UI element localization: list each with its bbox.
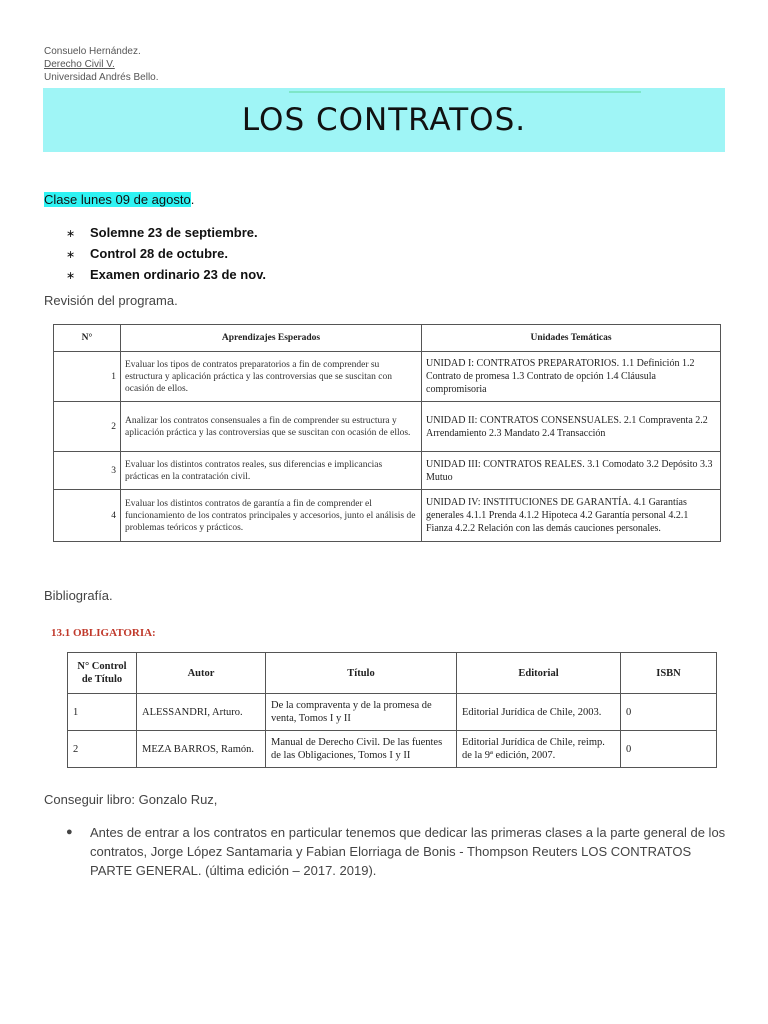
column-header: Editorial bbox=[457, 653, 621, 694]
aprendizaje-cell: Evaluar los distintos contratos de garantía a fin de comprender el funcionamiento de los contratos principales y accesorios, junto el análisis de problemas teóricos y prácticos. bbox=[121, 490, 422, 542]
bibliography-table bbox=[67, 652, 717, 768]
list-item bbox=[66, 264, 266, 285]
column-header: Título bbox=[266, 653, 457, 694]
table-header-row bbox=[54, 325, 721, 352]
aprendizaje-cell: Evaluar los distintos contratos reales, sus diferencias e implicancias prácticas en la contratación civil. bbox=[121, 452, 422, 490]
title-banner bbox=[43, 88, 725, 152]
author-name: Consuelo Hernández. bbox=[44, 46, 141, 57]
editorial-cell: Editorial Jurídica de Chile, 2003. bbox=[457, 694, 621, 731]
list-item bbox=[66, 243, 266, 264]
titulo-cell: De la compraventa y de la promesa de venta, Tomos I y II bbox=[266, 694, 457, 731]
bibliography-section-label: Bibliografía. bbox=[44, 588, 113, 603]
unidad-cell: UNIDAD III: CONTRATOS REALES. 3.1 Comodato 3.2 Depósito 3.3 Mutuo bbox=[422, 452, 721, 490]
program-section-label: Revisión del programa. bbox=[44, 293, 178, 308]
university-name: Universidad Andrés Bello. bbox=[44, 72, 159, 83]
titulo-cell: Manual de Derecho Civil. De las fuentes de las Obligaciones, Tomos I y II bbox=[266, 731, 457, 768]
control-number-cell: 1 bbox=[68, 694, 137, 731]
row-number: 4 bbox=[54, 490, 121, 542]
column-header: N° bbox=[54, 325, 121, 352]
page-title: LOS CONTRATOS. bbox=[241, 102, 527, 138]
aprendizaje-cell: Analizar los contratos consensuales a fin de comprender su estructura y aplicación práctica y las controversias que se suscitan con ocasión de ellos. bbox=[121, 402, 422, 452]
class-date-highlight: Clase lunes 09 de agosto bbox=[44, 192, 191, 207]
list-item bbox=[66, 222, 266, 243]
asterisk-bullet-icon: ∗ bbox=[66, 228, 76, 240]
exam-text: Solemne 23 de septiembre. bbox=[90, 225, 258, 240]
column-header: Aprendizajes Esperados bbox=[121, 325, 422, 352]
unidad-cell: UNIDAD II: CONTRATOS CONSENSUALES. 2.1 Compraventa 2.2 Arrendamiento 2.3 Mandato 2.4 Transacción bbox=[422, 402, 721, 452]
column-header: Unidades Temáticas bbox=[422, 325, 721, 352]
unidad-cell: UNIDAD IV: INSTITUCIONES DE GARANTÍA. 4.1 Garantías generales 4.1.1 Prenda 4.1.2 Hipoteca 4.2 Garantía personal 4.2.1 Fianza 4.2.2 Relación con las demás cauciones personales. bbox=[422, 490, 721, 542]
table-row bbox=[54, 352, 721, 402]
title-decoration-line bbox=[289, 91, 641, 93]
asterisk-bullet-icon: ∗ bbox=[66, 249, 76, 261]
exam-text: Examen ordinario 23 de nov. bbox=[90, 267, 267, 282]
class-date bbox=[44, 192, 194, 207]
aprendizaje-cell: Evaluar los tipos de contratos preparatorios a fin de comprender su estructura y aplicación práctica y las controversias que se suscitan con ocasión de ellos. bbox=[121, 352, 422, 402]
row-number: 3 bbox=[54, 452, 121, 490]
table-row bbox=[68, 731, 717, 768]
exam-text: Control 28 de octubre. bbox=[90, 246, 228, 261]
autor-cell: ALESSANDRI, Arturo. bbox=[137, 694, 266, 731]
autor-cell: MEZA BARROS, Ramón. bbox=[137, 731, 266, 768]
column-header: Autor bbox=[137, 653, 266, 694]
table-row bbox=[54, 402, 721, 452]
row-number: 2 bbox=[54, 402, 121, 452]
unidad-cell: UNIDAD I: CONTRATOS PREPARATORIOS. 1.1 Definición 1.2 Contrato de promesa 1.3 Contrato de opción 1.4 Cláusula compromisoria bbox=[422, 352, 721, 402]
table-row bbox=[54, 490, 721, 542]
asterisk-bullet-icon: ∗ bbox=[66, 270, 76, 282]
author-block bbox=[44, 45, 159, 84]
course-name: Derecho Civil V. bbox=[44, 59, 115, 70]
class-date-suffix: . bbox=[190, 192, 195, 207]
note-text: Antes de entrar a los contratos en particular tenemos que dedicar las primeras clases a la parte general de los contratos, Jorge López Santamaria y Fabian Elorriaga de Bonis - Thompson Reuters LOS CONTRATOS PARTE GENERAL. (última edición – 2017. 2019). bbox=[90, 825, 726, 878]
obligatoria-heading: 13.1 OBLIGATORIA: bbox=[51, 627, 156, 639]
control-number-cell: 2 bbox=[68, 731, 137, 768]
table-row bbox=[54, 452, 721, 490]
isbn-cell: 0 bbox=[621, 731, 717, 768]
table-header-row bbox=[68, 653, 717, 694]
round-bullet-icon: ● bbox=[66, 826, 73, 838]
program-table bbox=[53, 324, 721, 542]
column-header: N° Control de Título bbox=[68, 653, 137, 694]
exam-list bbox=[66, 222, 266, 285]
note-paragraph bbox=[66, 823, 726, 880]
row-number: 1 bbox=[54, 352, 121, 402]
isbn-cell: 0 bbox=[621, 694, 717, 731]
table-row bbox=[68, 694, 717, 731]
column-header: ISBN bbox=[621, 653, 717, 694]
editorial-cell: Editorial Jurídica de Chile, reimp. de la 9ª edición, 2007. bbox=[457, 731, 621, 768]
conseguir-libro-text: Conseguir libro: Gonzalo Ruz, bbox=[44, 792, 218, 807]
